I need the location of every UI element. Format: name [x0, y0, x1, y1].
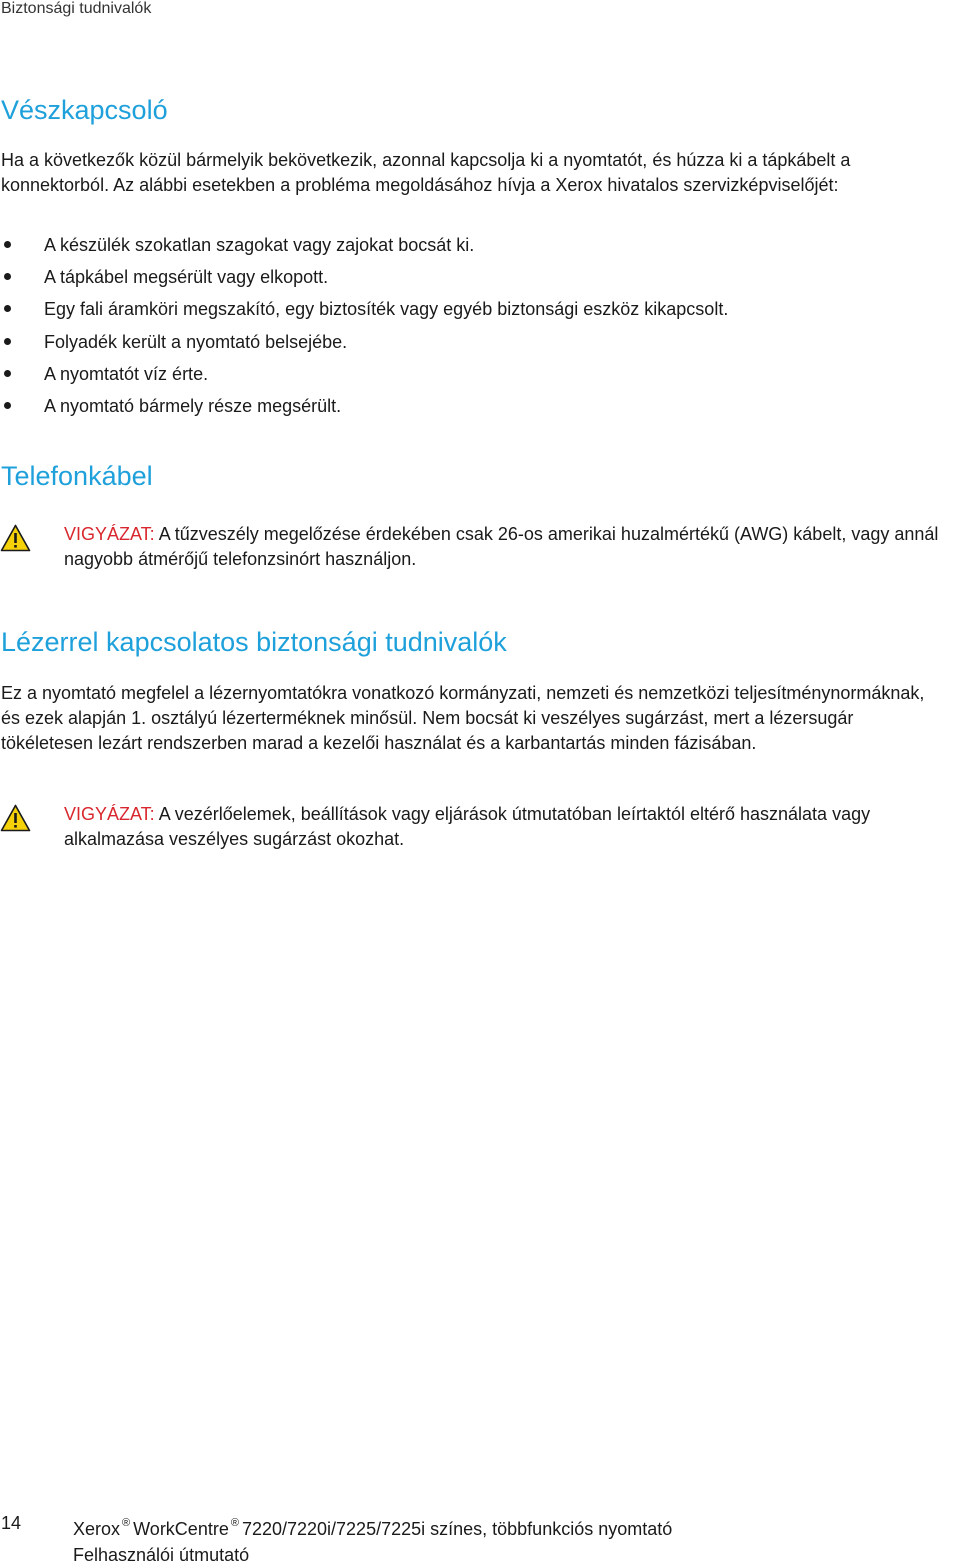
bullet-icon: [4, 338, 11, 345]
warning-text: [64, 802, 959, 852]
warning-triangle-icon: [0, 524, 31, 552]
bullet-icon: [4, 402, 11, 409]
footer-product-line: [73, 1510, 672, 1542]
bullet-icon: [4, 370, 11, 377]
registered-mark: ®: [230, 1517, 239, 1529]
list-item-text: A készülék szokatlan szagokat vagy zajokat bocsát ki.: [44, 235, 475, 255]
list-item: [0, 293, 728, 325]
list-item-text: A tápkábel megsérült vagy elkopott.: [44, 267, 329, 288]
bullet-icon: [4, 241, 11, 248]
section-title-phone: Telefonkábel: [1, 461, 153, 491]
list-item-text: A nyomtató bármely része megsérült.: [44, 396, 342, 417]
page-number: 14: [1, 1513, 22, 1533]
laser-body: Ez a nyomtató megfelel a lézernyomtatókra vonatkozó kormányzati, nemzeti és nemzetközi teljesítménynormáknak, és ezek alapján 1. osztályú lézerterméknek minősül. Nem bocsát ki veszélyes sugárzást, mert a lézersugár tökéletesen lezárt rendszerben marad a kezelői használat és a karbantartás minden fázisában.: [1, 683, 925, 753]
footer-model: 7220/7220i/7225/7225i színes, többfunkciós nyomtató: [241, 1519, 673, 1539]
running-header: Biztonsági tudnivalók: [1, 0, 152, 17]
list-item: [0, 261, 728, 293]
warning-body: A vezérlőelemek, beállítások vagy eljárások útmutatóban leírtaktól eltérő használata vagy alkalmazása veszélyes sugárzást okozhat.: [64, 804, 871, 849]
footer-text: [73, 1510, 672, 1568]
list-item-text: A nyomtatót víz érte.: [44, 363, 209, 384]
warning-body: A tűzveszély megelőzése érdekében csak 26-os amerikai huzalmértékű (AWG) kábelt, vagy annál nagyobb átmérőjű telefonzsinórt használjon.: [64, 524, 939, 569]
section-title-laser: Lézerrel kapcsolatos biztonsági tudnivalók: [1, 627, 507, 657]
registered-mark: ®: [122, 1517, 131, 1529]
emergency-list: [0, 229, 728, 422]
footer-doc-title: Felhasználói útmutató: [73, 1545, 250, 1565]
warning-text: [64, 522, 959, 572]
section-title-emergency: Vészkapcsoló: [1, 95, 168, 125]
bullet-icon: [4, 305, 11, 312]
list-item: [0, 358, 728, 390]
list-item: [0, 229, 728, 261]
footer-brand: Xerox: [73, 1519, 121, 1539]
list-item: [0, 326, 728, 358]
warning-label: VIGYÁZAT:: [64, 804, 155, 824]
footer-product: WorkCentre: [133, 1519, 229, 1539]
list-item: [0, 390, 728, 422]
warning-triangle-icon: [0, 804, 31, 832]
warning-label: VIGYÁZAT:: [64, 524, 155, 544]
emergency-intro: Ha a következők közül bármelyik bekövetkezik, azonnal kapcsolja ki a nyomtatót, és húzza ki a tápkábelt a konnektorból. Az alábbi esetekben a probléma megoldásához hívja a Xerox hivatalos szervizképviselőjét:: [1, 150, 851, 195]
list-item-text: Folyadék került a nyomtató belsejébe.: [44, 331, 348, 352]
list-item-text: Egy fali áramköri megszakító, egy biztosíték vagy egyéb biztonsági eszköz kikapcsolt.: [44, 299, 729, 320]
bullet-icon: [4, 273, 11, 280]
